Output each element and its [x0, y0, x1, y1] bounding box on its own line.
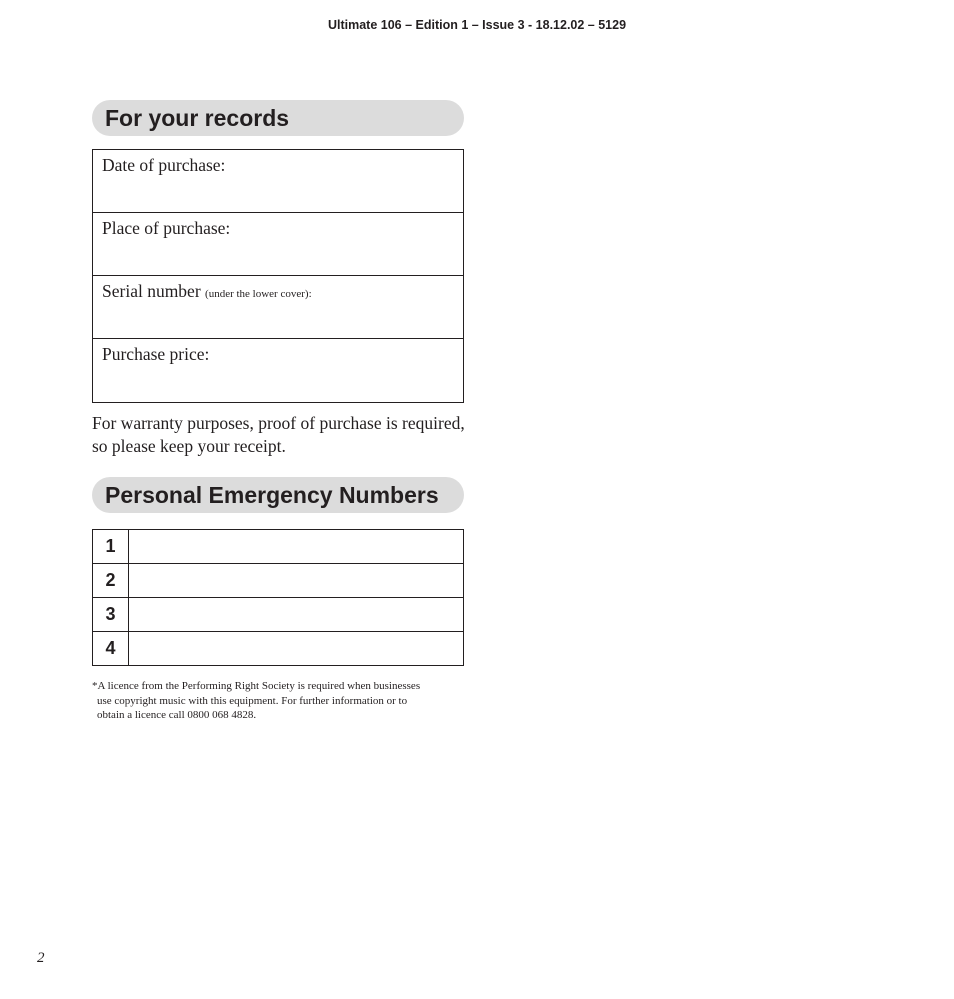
emergency-heading: Personal Emergency Numbers: [92, 477, 464, 513]
records-table: [92, 149, 464, 403]
place-of-purchase-field[interactable]: [93, 213, 463, 276]
emergency-number-row: [93, 632, 463, 665]
emergency-number-index: 2: [93, 564, 129, 597]
emergency-number-entry[interactable]: [129, 564, 463, 597]
footnote-line: use copyright music with this equipment. For further information or to: [97, 694, 408, 707]
footnote-line: *A licence from the Performing Right Society is required when businesses: [92, 680, 421, 692]
record-label: Serial number: [102, 281, 201, 301]
emergency-number-row: [93, 530, 463, 564]
footnote-line: obtain a licence call 0800 068 4828.: [97, 709, 257, 721]
licence-footnote: [92, 679, 472, 723]
record-label: Place of purchase:: [102, 218, 231, 238]
serial-number-hint: (under the lower cover):: [205, 288, 312, 300]
emergency-numbers-table: [92, 529, 464, 666]
serial-number-field[interactable]: [93, 276, 463, 339]
emergency-number-row: [93, 564, 463, 598]
document-header: Ultimate 106 – Edition 1 – Issue 3 - 18.12.02 – 5129: [327, 18, 627, 32]
emergency-number-entry[interactable]: [129, 530, 463, 563]
page-number: 2: [37, 950, 45, 966]
date-of-purchase-field[interactable]: [93, 150, 463, 213]
emergency-number-entry[interactable]: [129, 632, 463, 665]
purchase-price-field[interactable]: [93, 339, 463, 402]
emergency-number-index: 3: [93, 598, 129, 631]
record-label: Purchase price:: [102, 344, 210, 364]
emergency-number-entry[interactable]: [129, 598, 463, 631]
warranty-note: For warranty purposes, proof of purchase is required, so please keep your receipt.: [92, 413, 465, 456]
emergency-number-row: [93, 598, 463, 632]
record-label: Date of purchase:: [102, 155, 226, 175]
records-heading: For your records: [92, 100, 464, 136]
emergency-number-index: 1: [93, 530, 129, 563]
emergency-number-index: 4: [93, 632, 129, 665]
